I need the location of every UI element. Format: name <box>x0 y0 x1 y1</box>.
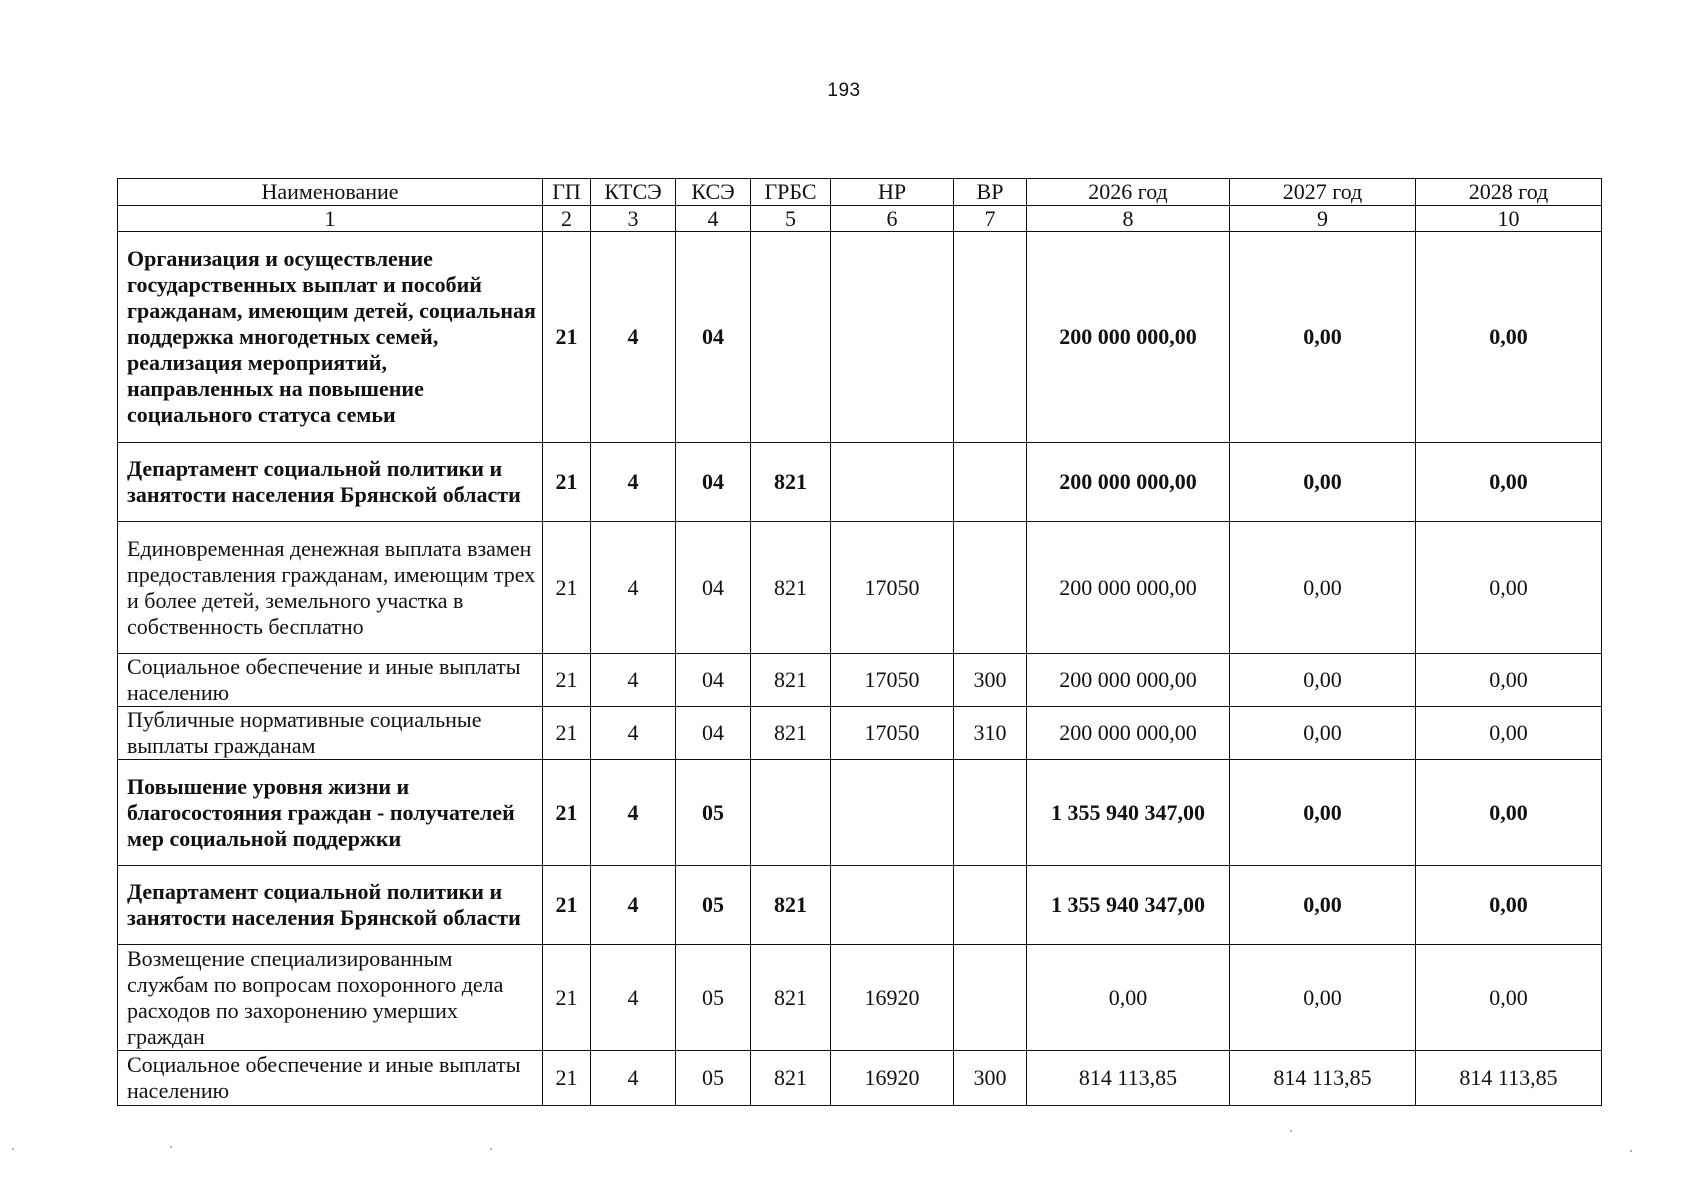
cell-vr <box>954 232 1027 443</box>
row-name: Публичные нормативные социальные выплаты гражданам <box>118 707 543 760</box>
column-number: 9 <box>1230 206 1416 232</box>
page-number: 193 <box>827 80 861 101</box>
cell-2028: 0,00 <box>1416 945 1602 1051</box>
cell-2027: 814 113,85 <box>1230 1051 1416 1106</box>
table-row <box>118 654 1602 707</box>
cell-2028: 814 113,85 <box>1416 1051 1602 1106</box>
column-number: 3 <box>591 206 676 232</box>
row-name: Департамент социальной политики и занятости населения Брянской области <box>118 866 543 945</box>
cell-gp: 21 <box>543 1051 591 1106</box>
cell-2026: 0,00 <box>1027 945 1230 1051</box>
table-row <box>118 232 1602 443</box>
cell-gp: 21 <box>543 232 591 443</box>
cell-2026: 1 355 940 347,00 <box>1027 866 1230 945</box>
cell-vr <box>954 945 1027 1051</box>
column-number: 8 <box>1027 206 1230 232</box>
cell-vr: 300 <box>954 654 1027 707</box>
cell-2028: 0,00 <box>1416 232 1602 443</box>
cell-ktse: 4 <box>591 945 676 1051</box>
cell-vr: 310 <box>954 707 1027 760</box>
cell-gp: 21 <box>543 707 591 760</box>
cell-2027: 0,00 <box>1230 654 1416 707</box>
scan-speck <box>490 1148 492 1150</box>
column-number: 4 <box>676 206 751 232</box>
cell-2027: 0,00 <box>1230 760 1416 866</box>
cell-vr <box>954 760 1027 866</box>
cell-gp: 21 <box>543 443 591 522</box>
cell-2027: 0,00 <box>1230 707 1416 760</box>
header-grbs: ГРБС <box>751 179 831 206</box>
cell-ktse: 4 <box>591 1051 676 1106</box>
cell-gp: 21 <box>543 654 591 707</box>
header-2026: 2026 год <box>1027 179 1230 206</box>
header-gp: ГП <box>543 179 591 206</box>
table-row <box>118 760 1602 866</box>
table-row <box>118 707 1602 760</box>
cell-grbs: 821 <box>751 866 831 945</box>
budget-table <box>117 178 1602 1106</box>
cell-kse: 05 <box>676 945 751 1051</box>
row-name: Социальное обеспечение и иные выплаты населению <box>118 1051 543 1106</box>
cell-2028: 0,00 <box>1416 760 1602 866</box>
cell-2028: 0,00 <box>1416 707 1602 760</box>
column-number: 7 <box>954 206 1027 232</box>
cell-vr <box>954 866 1027 945</box>
table-row <box>118 866 1602 945</box>
cell-ktse: 4 <box>591 232 676 443</box>
cell-2026: 200 000 000,00 <box>1027 654 1230 707</box>
cell-kse: 04 <box>676 522 751 654</box>
cell-kse: 04 <box>676 443 751 522</box>
scan-speck <box>170 1146 172 1148</box>
cell-ktse: 4 <box>591 760 676 866</box>
row-name: Возмещение специализированным службам по вопросам похоронного дела расходов по захоронению умерших граждан <box>118 945 543 1051</box>
column-number-row <box>118 206 1602 232</box>
cell-vr <box>954 443 1027 522</box>
cell-nr: 17050 <box>831 707 954 760</box>
cell-kse: 05 <box>676 760 751 866</box>
cell-nr: 16920 <box>831 945 954 1051</box>
cell-grbs: 821 <box>751 945 831 1051</box>
cell-2028: 0,00 <box>1416 654 1602 707</box>
header-2027: 2027 год <box>1230 179 1416 206</box>
cell-vr <box>954 522 1027 654</box>
cell-nr <box>831 232 954 443</box>
cell-2026: 200 000 000,00 <box>1027 707 1230 760</box>
cell-grbs: 821 <box>751 1051 831 1106</box>
cell-gp: 21 <box>543 522 591 654</box>
cell-nr <box>831 760 954 866</box>
cell-grbs: 821 <box>751 707 831 760</box>
cell-kse: 05 <box>676 1051 751 1106</box>
cell-kse: 04 <box>676 707 751 760</box>
cell-2026: 200 000 000,00 <box>1027 522 1230 654</box>
header-2028: 2028 год <box>1416 179 1602 206</box>
cell-ktse: 4 <box>591 866 676 945</box>
cell-2026: 1 355 940 347,00 <box>1027 760 1230 866</box>
cell-nr: 17050 <box>831 522 954 654</box>
scan-speck <box>1290 1130 1292 1132</box>
cell-2026: 200 000 000,00 <box>1027 232 1230 443</box>
column-number: 6 <box>831 206 954 232</box>
cell-ktse: 4 <box>591 522 676 654</box>
cell-2027: 0,00 <box>1230 945 1416 1051</box>
row-name: Повышение уровня жизни и благосостояния граждан - получателей мер социальной поддержки <box>118 760 543 866</box>
header-kse: КСЭ <box>676 179 751 206</box>
cell-gp: 21 <box>543 945 591 1051</box>
cell-ktse: 4 <box>591 654 676 707</box>
header-row <box>118 179 1602 206</box>
cell-2027: 0,00 <box>1230 522 1416 654</box>
cell-kse: 04 <box>676 654 751 707</box>
cell-grbs <box>751 760 831 866</box>
cell-kse: 05 <box>676 866 751 945</box>
cell-vr: 300 <box>954 1051 1027 1106</box>
header-nr: НР <box>831 179 954 206</box>
cell-kse: 04 <box>676 232 751 443</box>
cell-nr <box>831 866 954 945</box>
row-name: Социальное обеспечение и иные выплаты населению <box>118 654 543 707</box>
cell-2028: 0,00 <box>1416 866 1602 945</box>
cell-2026: 814 113,85 <box>1027 1051 1230 1106</box>
table-row <box>118 443 1602 522</box>
column-number: 10 <box>1416 206 1602 232</box>
column-number: 1 <box>118 206 543 232</box>
cell-nr: 16920 <box>831 1051 954 1106</box>
cell-nr <box>831 443 954 522</box>
row-name: Единовременная денежная выплата взамен предоставления гражданам, имеющим трех и более детей, земельного участка в собственность бесплатно <box>118 522 543 654</box>
cell-grbs <box>751 232 831 443</box>
cell-2027: 0,00 <box>1230 866 1416 945</box>
cell-2027: 0,00 <box>1230 232 1416 443</box>
cell-2028: 0,00 <box>1416 443 1602 522</box>
cell-nr: 17050 <box>831 654 954 707</box>
cell-gp: 21 <box>543 760 591 866</box>
header-name: Наименование <box>118 179 543 206</box>
header-ktse: КТСЭ <box>591 179 676 206</box>
table-row <box>118 522 1602 654</box>
scan-speck <box>12 1148 14 1150</box>
row-name: Департамент социальной политики и занятости населения Брянской области <box>118 443 543 522</box>
header-vr: ВР <box>954 179 1027 206</box>
cell-ktse: 4 <box>591 443 676 522</box>
cell-grbs: 821 <box>751 443 831 522</box>
table-row <box>118 1051 1602 1106</box>
row-name: Организация и осуществление государственных выплат и пособий гражданам, имеющим детей, социальная поддержка многодетных семей, реализация мероприятий, направленных на повышение социального статуса семьи <box>118 232 543 443</box>
cell-2028: 0,00 <box>1416 522 1602 654</box>
cell-2027: 0,00 <box>1230 443 1416 522</box>
cell-2026: 200 000 000,00 <box>1027 443 1230 522</box>
column-number: 5 <box>751 206 831 232</box>
column-number: 2 <box>543 206 591 232</box>
cell-ktse: 4 <box>591 707 676 760</box>
cell-grbs: 821 <box>751 654 831 707</box>
cell-gp: 21 <box>543 866 591 945</box>
scan-speck <box>1630 1150 1632 1152</box>
cell-grbs: 821 <box>751 522 831 654</box>
table-row <box>118 945 1602 1051</box>
